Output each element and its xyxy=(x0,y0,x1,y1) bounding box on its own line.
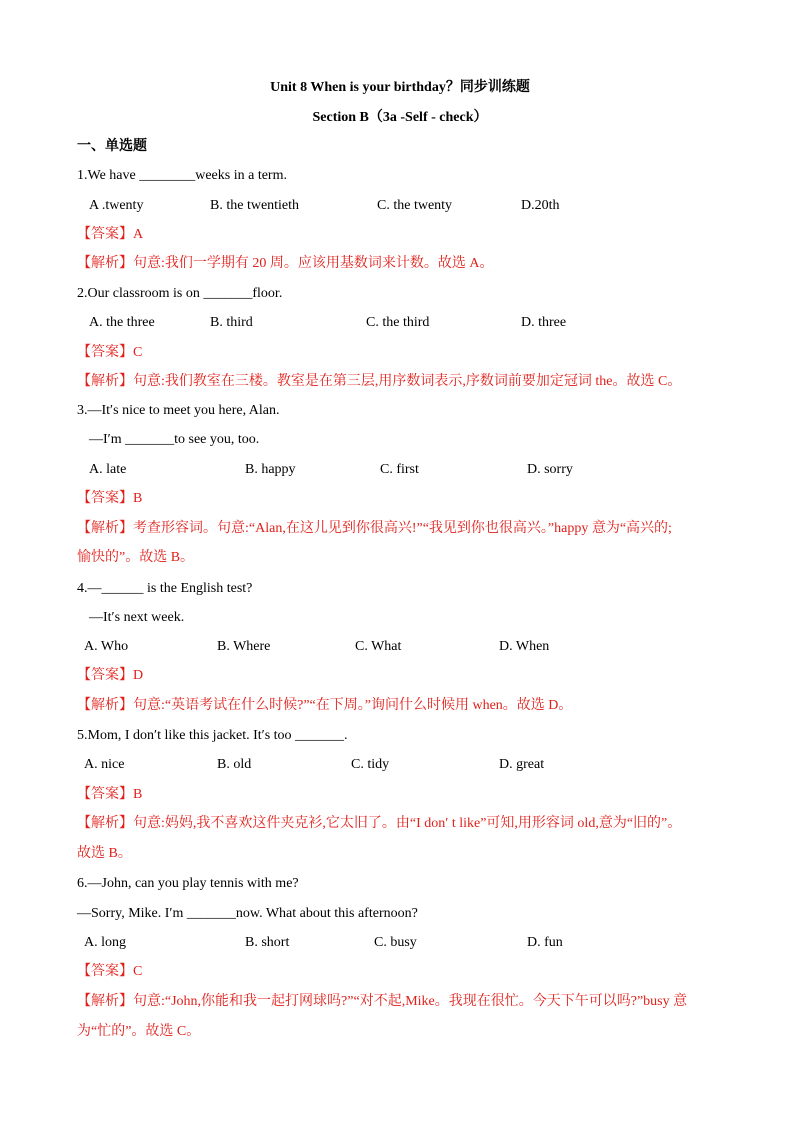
question-5-analysis: 【解析】句意:妈妈,我不喜欢这件夹克衫,它太旧了。由“I don′ t like”可知,用形容词 old,意为“旧的”。 xyxy=(77,816,682,831)
question-4-option-c: C. What xyxy=(355,639,402,654)
question-6-answer: 【答案】C xyxy=(77,964,143,979)
page-subtitle: Section B（3a -Self - check） xyxy=(312,110,488,125)
question-1-option-a: A .twenty xyxy=(89,198,144,213)
question-5-option-d: D. great xyxy=(499,757,545,772)
question-4-stem: 4.—______ is the English test? xyxy=(77,581,253,596)
question-1-option-b: B. the twentieth xyxy=(210,198,300,213)
question-5-option-a: A. nice xyxy=(84,757,125,772)
question-5-analysis-line2: 故选 B。 xyxy=(77,846,132,861)
question-6-stem-line2: —Sorry, Mike. I′m _______now. What about this afternoon? xyxy=(77,906,418,921)
section-heading: 一、单选题 xyxy=(77,139,147,154)
question-2-option-d: D. three xyxy=(521,315,567,330)
question-3-answer: 【答案】B xyxy=(77,491,143,506)
question-6-analysis-line2: 为“忙的”。故选 C。 xyxy=(77,1024,201,1039)
question-1-analysis: 【解析】句意:我们一学期有 20 周。应该用基数词来计数。故选 A。 xyxy=(77,256,494,271)
question-4-analysis: 【解析】句意:“英语考试在什么时候?”“在下周。”询问什么时候用 when。故选 D。 xyxy=(77,698,573,713)
question-3-option-d: D. sorry xyxy=(527,462,573,477)
question-2-analysis: 【解析】句意:我们教室在三楼。教室是在第三层,用序数词表示,序数词前要加定冠词 the。故选 C。 xyxy=(77,374,682,389)
question-5-option-c: C. tidy xyxy=(351,757,390,772)
question-3-analysis: 【解析】考查形容词。句意:“Alan,在这儿见到你很高兴!”“我见到你也很高兴。”happy 意为“高兴的; xyxy=(77,521,672,536)
question-5-option-b: B. old xyxy=(217,757,252,772)
question-5-answer: 【答案】B xyxy=(77,787,143,802)
question-6-option-d: D. fun xyxy=(527,935,563,950)
question-3-analysis-line2: 愉快的”。故选 B。 xyxy=(77,550,195,565)
question-4-answer: 【答案】D xyxy=(77,668,144,683)
question-3-stem: 3.—It′s nice to meet you here, Alan. xyxy=(77,403,280,418)
question-3-option-b: B. happy xyxy=(245,462,296,477)
question-6-option-c: C. busy xyxy=(374,935,417,950)
question-3-option-c: C. first xyxy=(380,462,419,477)
question-1-stem: 1.We have ________weeks in a term. xyxy=(77,168,287,183)
question-6-option-a: A. long xyxy=(84,935,126,950)
question-3-option-a: A. late xyxy=(89,462,127,477)
question-1-option-c: C. the twenty xyxy=(377,198,453,213)
question-2-option-a: A. the three xyxy=(89,315,155,330)
question-4-option-b: B. Where xyxy=(217,639,271,654)
question-2-stem: 2.Our classroom is on _______floor. xyxy=(77,286,283,301)
question-4-option-d: D. When xyxy=(499,639,550,654)
question-2-option-b: B. third xyxy=(210,315,253,330)
question-2-option-c: C. the third xyxy=(366,315,430,330)
question-6-option-b: B. short xyxy=(245,935,290,950)
question-2-answer: 【答案】C xyxy=(77,345,143,360)
question-5-stem: 5.Mom, I don′t like this jacket. It′s too _______. xyxy=(77,728,348,743)
question-4-option-a: A. Who xyxy=(84,639,129,654)
question-3-stem-line2: —I′m _______to see you, too. xyxy=(89,432,260,447)
page-title: Unit 8 When is your birthday？同步训练题 xyxy=(270,80,530,95)
question-4-stem-line2: —It′s next week. xyxy=(89,610,185,625)
question-6-analysis: 【解析】句意:“John,你能和我一起打网球吗?”“对不起,Mike。我现在很忙。今天下午可以吗?”busy 意 xyxy=(77,994,688,1009)
question-6-stem: 6.—John, can you play tennis with me? xyxy=(77,876,299,891)
question-1-answer: 【答案】A xyxy=(77,227,144,242)
question-1-option-d: D.20th xyxy=(521,198,560,213)
